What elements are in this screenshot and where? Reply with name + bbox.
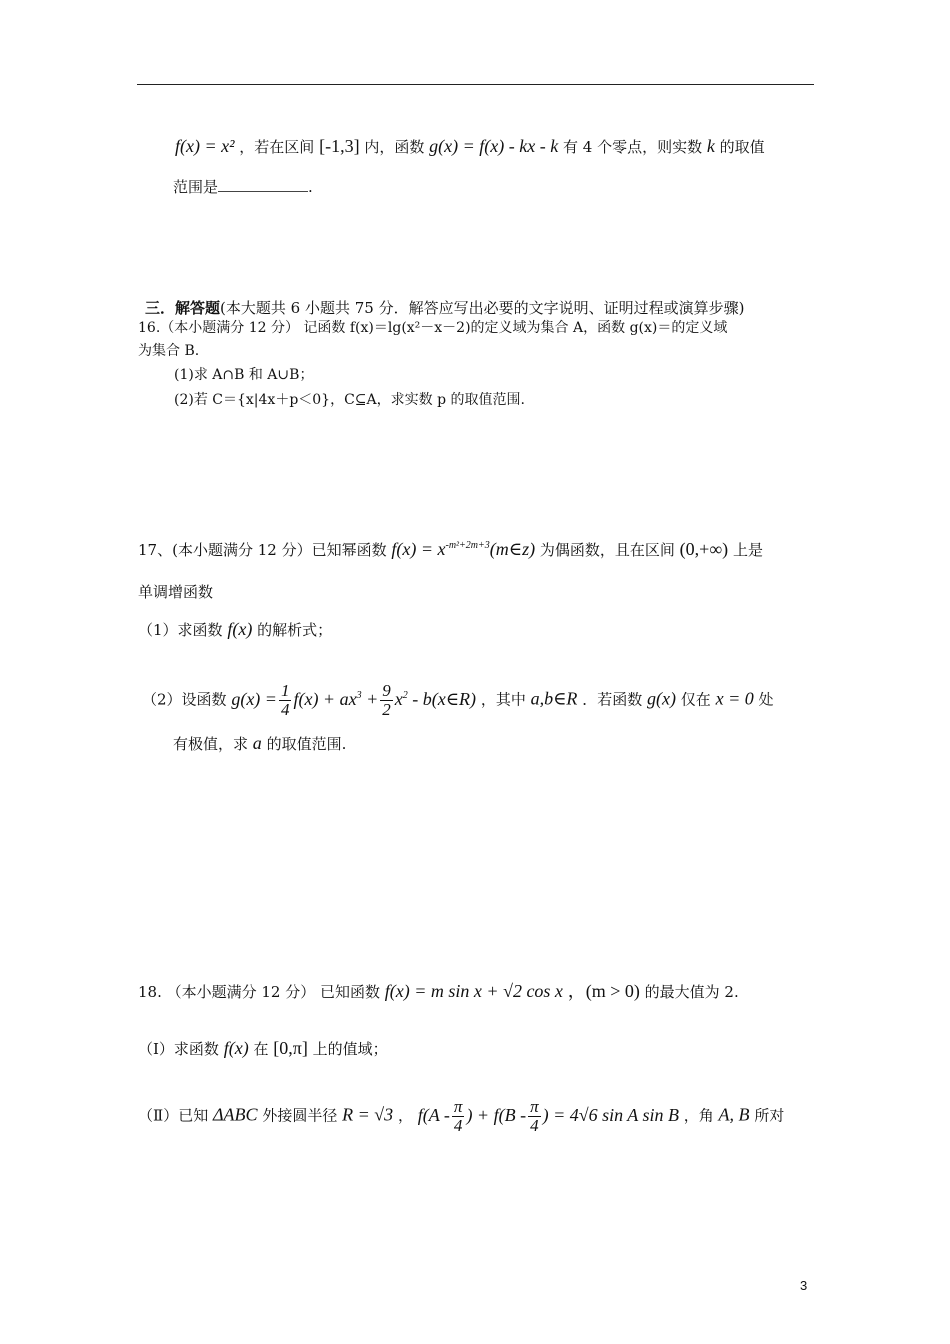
- section-3-header: [145, 297, 744, 319]
- q17-gx: g(x): [647, 688, 676, 709]
- q17-line-2: [138, 581, 213, 603]
- q16-line-2: [138, 340, 199, 362]
- q16-line-1: [138, 317, 727, 339]
- q18-fx: f(x): [223, 1038, 249, 1058]
- q18-text: 上的值域；: [312, 1040, 388, 1058]
- q16-text: (1)求 A∩B 和 A∪B；: [174, 367, 314, 383]
- q15-text: 有 4 个零点，则实数: [563, 138, 703, 156]
- q17-text: 上是: [732, 541, 763, 559]
- q17-part-2: [142, 682, 774, 719]
- q17-text: 的取值范围.: [266, 735, 347, 753]
- q18-text: （Ⅰ）求函数: [138, 1040, 219, 1058]
- q15-text: 范围是: [173, 178, 219, 196]
- header-rule: [137, 84, 814, 85]
- q17-part-2-line-2: [173, 732, 346, 755]
- q18-cond: ，(m > 0): [567, 981, 640, 1001]
- q15-text: 内，函数: [364, 138, 425, 156]
- q17-text: 的解析式；: [257, 621, 333, 639]
- q15-k: k: [706, 136, 715, 156]
- q15-line-1: [175, 135, 765, 158]
- q18-text: 18. （本小题满分 12 分） 已知函数: [138, 983, 381, 1001]
- q17-f-def: $f(x) = x^{-m^2+2m+3}(m\in z)$: [391, 539, 536, 559]
- q18-text: ，角: [683, 1106, 714, 1125]
- q17-text: （2）设函数: [142, 690, 227, 709]
- q16-text: (2)若 C＝{x|4x＋p＜0}，C⊆A，求实数 p 的取值范围.: [174, 392, 525, 408]
- q18-f-def: f(x) = m sin x + √2 cos x: [384, 981, 563, 1001]
- q17-part-1: [138, 618, 332, 641]
- q15-text: 的取值: [719, 138, 765, 156]
- q15-line-2: [173, 176, 313, 198]
- q17-ab: a,b∈R: [530, 688, 578, 709]
- q17-text: 17、(本小题满分 12 分）已知幂函数: [138, 541, 387, 559]
- q17-text: 为偶函数，且在区间: [539, 541, 675, 559]
- q18-part-2: [138, 1098, 784, 1135]
- page-number: 3: [800, 1278, 808, 1293]
- q15-f-def: f(x) = x²: [175, 136, 235, 156]
- q17-text: ，其中: [480, 690, 526, 709]
- q18-text: ，: [397, 1106, 413, 1125]
- q17-interval: (0,+∞): [679, 539, 729, 559]
- q17-g-def: g(x) = $\frac{1}{4}$ $f(x) + ax^3$ + $\frac{9}{2}$ $x^2$ - b(x∈R): [231, 681, 477, 719]
- q16-part-2: [174, 389, 525, 411]
- q16-text: 为集合 B.: [138, 343, 200, 359]
- q18-interval: [0,π]: [273, 1038, 308, 1058]
- q18-triangle: ΔABC: [212, 1104, 258, 1125]
- q18-angles: A, B: [718, 1104, 750, 1125]
- q17-text: （1）求函数: [138, 621, 223, 639]
- q17-text: 仅在: [680, 690, 711, 709]
- q17-x0: x = 0: [715, 688, 754, 709]
- q15-interval: [-1,3]: [319, 136, 360, 156]
- q18-text: 外接圆半径: [262, 1106, 338, 1125]
- answer-blank: [218, 177, 308, 192]
- q17-fx: f(x): [227, 619, 253, 639]
- q16-text: 16.（本小题满分 12 分） 记函数 f(x)＝lg(x²－x－2)的定义域为集合 A，函数 g(x)＝的定义域: [138, 320, 728, 336]
- q17-text: ．若函数: [582, 690, 643, 709]
- q18-equation: f(A - $\frac{\pi}{4}$ ) + f(B - $\frac{\pi}{4}$ ) = 4√6 sin A sin B: [417, 1097, 679, 1135]
- q18-text: 所对: [754, 1106, 785, 1125]
- q18-part-1: [138, 1037, 388, 1060]
- section-title: 三．解答题: [145, 299, 221, 317]
- q17-text: 单调增函数: [138, 583, 214, 601]
- q15-text: ，若在区间: [239, 138, 315, 156]
- q16-part-1: [174, 364, 313, 386]
- q18-text: 的最大值为 2.: [644, 983, 739, 1001]
- q17-text: 处: [758, 690, 774, 709]
- q17-text: 有极值，求: [173, 735, 249, 753]
- q18-radius: R = √3: [342, 1104, 394, 1125]
- q15-g-def: g(x) = f(x) - kx - k: [429, 136, 559, 156]
- section-note: (本大题共 6 小题共 75 分．解答应写出必要的文字说明、证明过程或演算步骤): [220, 299, 745, 317]
- q17-line-1: [138, 535, 763, 561]
- q18-text: （Ⅱ）已知: [138, 1106, 209, 1125]
- q17-a: a: [252, 733, 262, 753]
- q15-text: .: [308, 178, 313, 196]
- q18-text: 在: [253, 1040, 269, 1058]
- q18-line-1: [138, 980, 739, 1003]
